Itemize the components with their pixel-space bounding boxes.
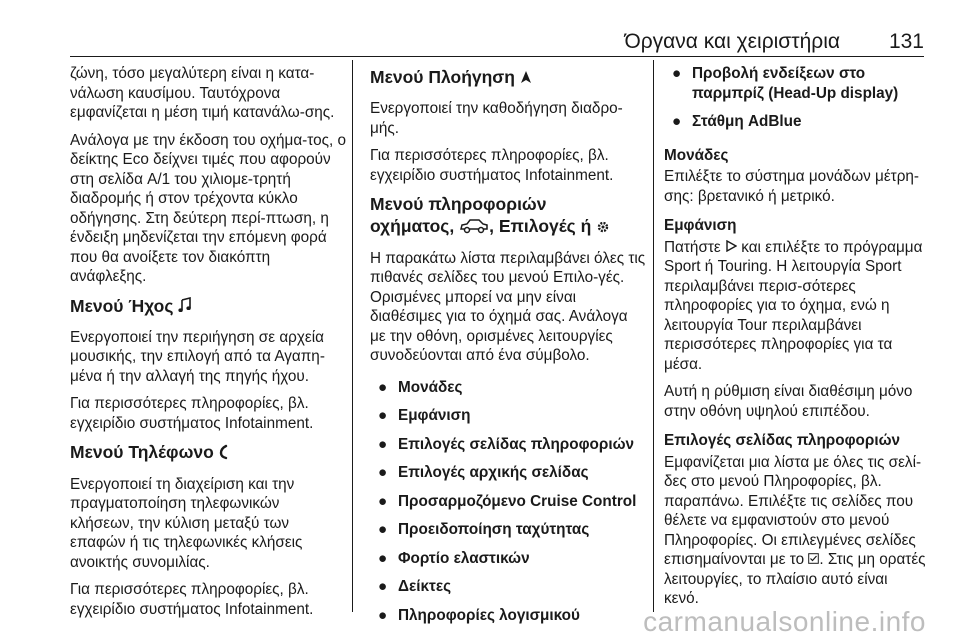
section-heading-vehicle-info: Μενού πληροφοριών οχήματος, , Επιλογές ή bbox=[370, 193, 646, 238]
page-header bbox=[0, 0, 960, 56]
subheading-display: Εμφάνιση bbox=[664, 217, 737, 234]
watermark: carmanualsonline.info bbox=[643, 606, 926, 637]
list-item: ● Μονάδες bbox=[378, 378, 463, 396]
subheading-page-options: Επιλογές σελίδας πληροφοριών bbox=[664, 432, 901, 450]
column-divider bbox=[352, 60, 353, 612]
list-item: ● Στάθμη AdBlue bbox=[672, 113, 802, 130]
paragraph: Επιλέξτε το σύστημα μονάδων μέτρη-σης: βρετανικό ή μετρικό. bbox=[664, 168, 920, 205]
options-list-continued bbox=[664, 64, 926, 132]
paragraph: Για περισσότερες πληροφορίες, βλ. εγχειρίδιο συστήματος Infotainment. bbox=[370, 147, 614, 184]
music-note-icon bbox=[178, 296, 192, 318]
paragraph: Ανάλογα με την έκδοση του οχήμα-τος, ο δείκτης Eco δείχνει τιμές που αφορούν στη σελίδα A/1 του χιλιομε-τρητή διαδρομής ή στον τρέχοντα κύκλο οδήγησης. Στη δεύτερη περί-πτωση, η ένδειξη μηδενίζεται την επόμενη φορά που θα ανοίξετε τον διακόπτη ανάφλεξης. bbox=[70, 131, 346, 285]
car-icon bbox=[459, 217, 489, 239]
list-item: ● Φορτίο ελαστικών bbox=[378, 549, 530, 567]
paragraph: Αυτή η ρύθμιση είναι διαθέσιμη μόνο στην οθόνη υψηλού επιπέδου. bbox=[664, 383, 913, 420]
list-item: ● Προσαρμοζόμενο Cruise Control bbox=[378, 492, 637, 510]
page-number: 131 bbox=[888, 30, 924, 53]
checkbox-icon bbox=[808, 550, 819, 570]
paragraph: Εμφανίζεται μια λίστα με όλες τις σελί-δες στο μενού Πληροφορίες, βλ. παραπάνω. Επιλέξτε τις σελίδες που θέλετε να εμφανιστούν στο μενού Πληροφορίες. Οι επιλεγμένες σελίδες επισημαίνονται με το . Στις μη ορατές λειτουργίες, το πλαίσιο αυτό είναι κενό. bbox=[664, 453, 926, 608]
list-item: ● Επιλογές αρχικής σελίδας bbox=[378, 464, 589, 482]
paragraph: Ενεργοποιεί την καθοδήγηση διαδρο-μής. bbox=[370, 100, 623, 137]
phone-icon bbox=[219, 443, 229, 465]
paragraph: Για περισσότερες πληροφορίες, βλ. εγχειρίδιο συστήματος Infotainment. bbox=[70, 581, 314, 618]
paragraph: Η παρακάτω λίστα περιλαμβάνει όλες τις πιθανές σελίδες του μενού Επιλο-γές. Ορισμένες μπορεί να μην είναι διαθέσιμες για το όχημά σας. Ανάλογα με την οθόνη, ορισμένες λειτουργίες συνοδεύονται από ένα σύμβολο. bbox=[370, 249, 646, 365]
running-title: Όργανα και χειριστήρια bbox=[624, 30, 840, 53]
gear-icon bbox=[596, 217, 610, 239]
navigation-arrow-icon bbox=[520, 67, 532, 89]
paragraph: Ενεργοποιεί την περιήγηση σε αρχεία μουσικής, την επιλογή από τα Αγαπη-μένα ή την αλλαγή της πηγής ήχου. bbox=[70, 328, 325, 385]
section-heading-navigation: Μενού Πλοήγηση bbox=[370, 66, 646, 89]
paragraph: Πατήστε και επιλέξτε το πρόγραμμα Sport ή Touring. Η λειτουργία Sport περιλαμβάνει περισ-σότερες πληροφορίες για το όχημα, ενώ η λειτουργία Tour περιλαμβάνει περισσότερες πληροφορίες για τα μέσα. bbox=[664, 238, 923, 373]
subheading-units: Μονάδες bbox=[664, 146, 729, 164]
section-heading-audio: Μενού Ήχος bbox=[70, 295, 346, 318]
column-divider bbox=[653, 60, 654, 612]
list-item: ● Επιλογές σελίδας πληροφοριών bbox=[378, 435, 635, 453]
list-item: ● Προειδοποίηση ταχύτητας bbox=[378, 521, 590, 539]
paragraph: Ενεργοποιεί τη διαχείριση και την πραγματοποίηση τηλεφωνικών κλήσεων, την κύλιση μεταξύ των επαφών ή τις τηλεφωνικές κλήσεις ανοικτής συνομιλίας. bbox=[70, 475, 303, 571]
list-item: ● Πληροφορίες λογισμικού bbox=[378, 606, 580, 624]
column-right bbox=[664, 64, 926, 617]
column-left bbox=[70, 64, 346, 627]
play-button-icon bbox=[725, 238, 737, 258]
column-middle bbox=[370, 64, 646, 634]
list-item: ● Εμφάνιση bbox=[378, 407, 471, 425]
paragraph: ζώνη, τόσο μεγαλύτερη είναι η κατα-νάλωση καυσίμου. Ταυτόχρονα εμφανίζεται η μέση τιμή κατανάλω-σης. bbox=[70, 65, 335, 121]
section-heading-phone: Μενού Τηλέφωνο bbox=[70, 441, 346, 464]
list-item: ● Δείκτες bbox=[378, 578, 452, 596]
options-list bbox=[370, 378, 646, 626]
paragraph: Για περισσότερες πληροφορίες, βλ. εγχειρίδιο συστήματος Infotainment. bbox=[70, 395, 314, 432]
list-item: ● Προβολή ενδείξεων στο παρμπρίζ (Head-Up display) bbox=[672, 65, 899, 102]
header-rule bbox=[70, 56, 924, 57]
